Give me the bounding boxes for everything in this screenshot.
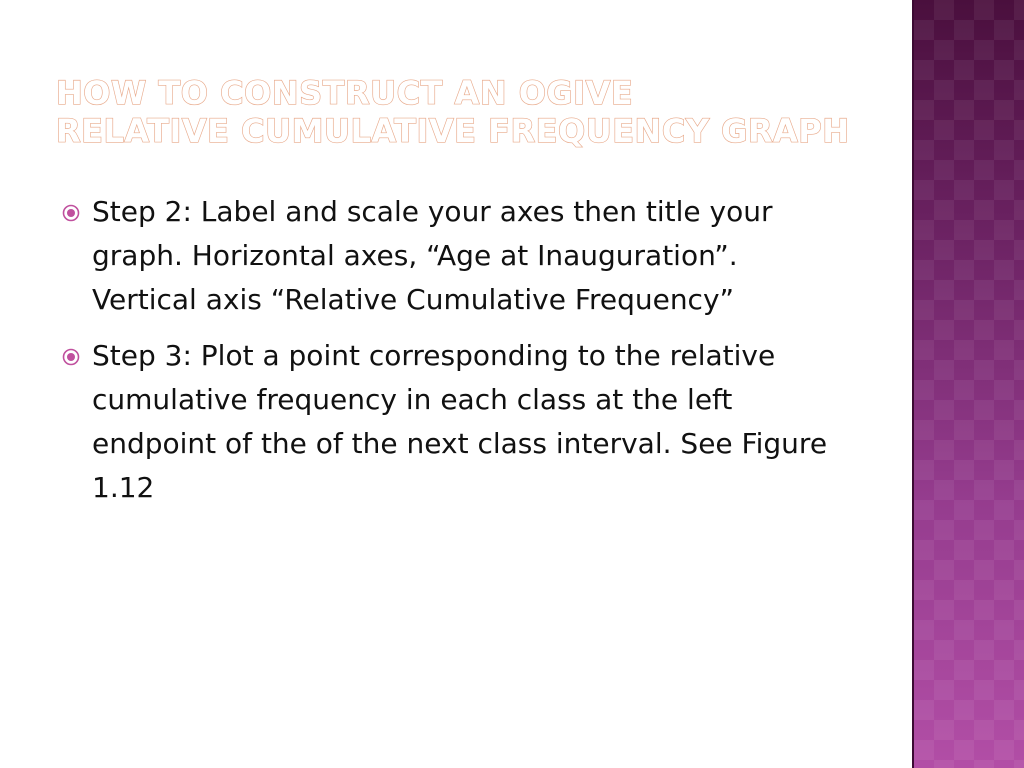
target-bullet-icon — [62, 204, 80, 222]
title-line-1: HOW TO CONSTRUCT AN OGIVE — [56, 74, 634, 112]
slide-title — [56, 74, 896, 150]
bullet-step-3 — [60, 334, 840, 510]
bullet-step-2 — [60, 190, 840, 322]
bullet-list — [60, 190, 840, 522]
title-line-2: RELATIVE CUMULATIVE FREQUENCY GRAPH — [56, 112, 850, 150]
target-bullet-icon — [62, 348, 80, 366]
decorative-sidebar — [912, 0, 1024, 768]
bullet-text: Step 3: Plot a point corresponding to the relative cumulative frequency in each class at the left endpoint of the of the next class interval. See Figure 1.12 — [92, 339, 828, 504]
bullet-text: Step 2: Label and scale your axes then title your graph. Horizontal axes, “Age at Inauguration”. Vertical axis “Relative Cumulative Frequency” — [92, 195, 773, 316]
